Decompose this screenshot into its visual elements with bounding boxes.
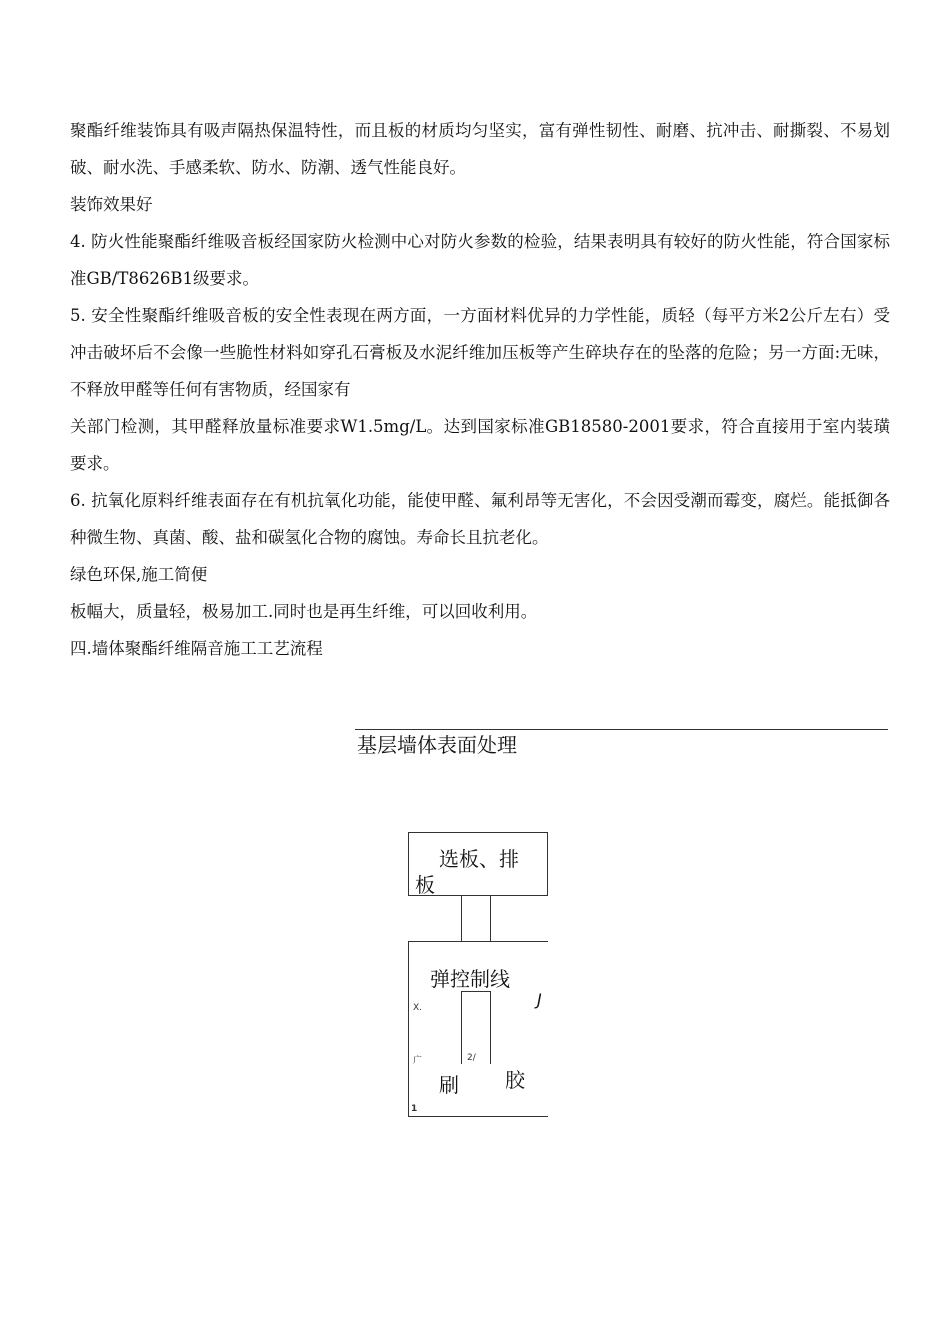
flow-step-select-board-line1: 选板、排 [439, 847, 519, 871]
flow-step-select-board-box [408, 832, 548, 896]
inner-connector-right [490, 991, 491, 1064]
stray-mark-1: 1 [411, 1104, 418, 1114]
paragraph-antioxidation: 6. 抗氧化原料纤维表面存在有机抗氧化功能，能使甲醛、氟利昂等无害化，不会因受潮而霉变，腐烂。能抵御各种微生物、真菌、酸、盐和碳氢化合物的腐蚀。寿命长且抗老化。 [70, 491, 890, 547]
stray-mark-x: X. [413, 1003, 423, 1013]
flow-box2-bottom-edge [408, 1116, 548, 1117]
flow-step-base-treatment: 基层墙体表面处理 [357, 733, 517, 757]
flow-step-select-board-line2: 板 [415, 873, 435, 897]
flow-box2-top-edge [408, 941, 548, 942]
paragraph-fire-resistance: 4. 防火性能聚酯纤维吸音板经国家防火检测中心对防火参数的检验，结果表明具有较好的防火性能，符合国家标准GB/T8626B1级要求。 [70, 232, 890, 288]
stray-mark-guang: 广 [413, 1056, 423, 1066]
stray-mark-2: 2/ [467, 1053, 476, 1063]
section-heading-process: 四.墙体聚酯纤维隔音施工工艺流程 [70, 639, 323, 658]
flow-title-rule [355, 729, 888, 730]
paragraph-heading-decoration: 装饰效果好 [70, 195, 153, 214]
connector-line-right [490, 896, 491, 941]
stray-mark-j: J [537, 990, 542, 1009]
flow-box2-left-edge [408, 941, 409, 1116]
connector-line-left [461, 896, 462, 941]
paragraph-heading-green: 绿色环保,施工简便 [70, 565, 208, 584]
flow-step-chalk-line: 弹控制线 [430, 967, 510, 991]
document-body [70, 112, 890, 667]
inner-connector-left [461, 991, 462, 1064]
paragraph-safety: 5. 安全性聚酯纤维吸音板的安全性表现在两方面，一方面材料优异的力学性能，质轻（每平方米2公斤左右）受冲击破坏后不会像一些脆性材料如穿孔石膏板及水泥纤维加压板等产生碎块存在的坠落的危险；另一方面:无味，不释放甲醛等任何有害物质，经国家有 [70, 306, 890, 399]
paragraph-safety-continued: 关部门检测，其甲醛释放量标准要求W1.5mg/L。达到国家标准GB18580-2001要求，符合直接用于室内装璜要求。 [70, 417, 890, 473]
flow-step-brush-glue-right: 胶 [505, 1068, 525, 1092]
paragraph-board: 板幅大，质量轻，极易加工.同时也是再生纤维，可以回收利用。 [70, 602, 538, 621]
paragraph-intro: 聚酯纤维装饰具有吸声隔热保温特性，而且板的材质均匀坚实，富有弹性韧性、耐磨、抗冲击、耐撕裂、不易划破、耐水洗、手感柔软、防水、防潮、透气性能良好。 [70, 121, 890, 177]
flow-step-brush-glue-left: 刷 [439, 1073, 459, 1097]
inner-connector-top [461, 991, 491, 992]
